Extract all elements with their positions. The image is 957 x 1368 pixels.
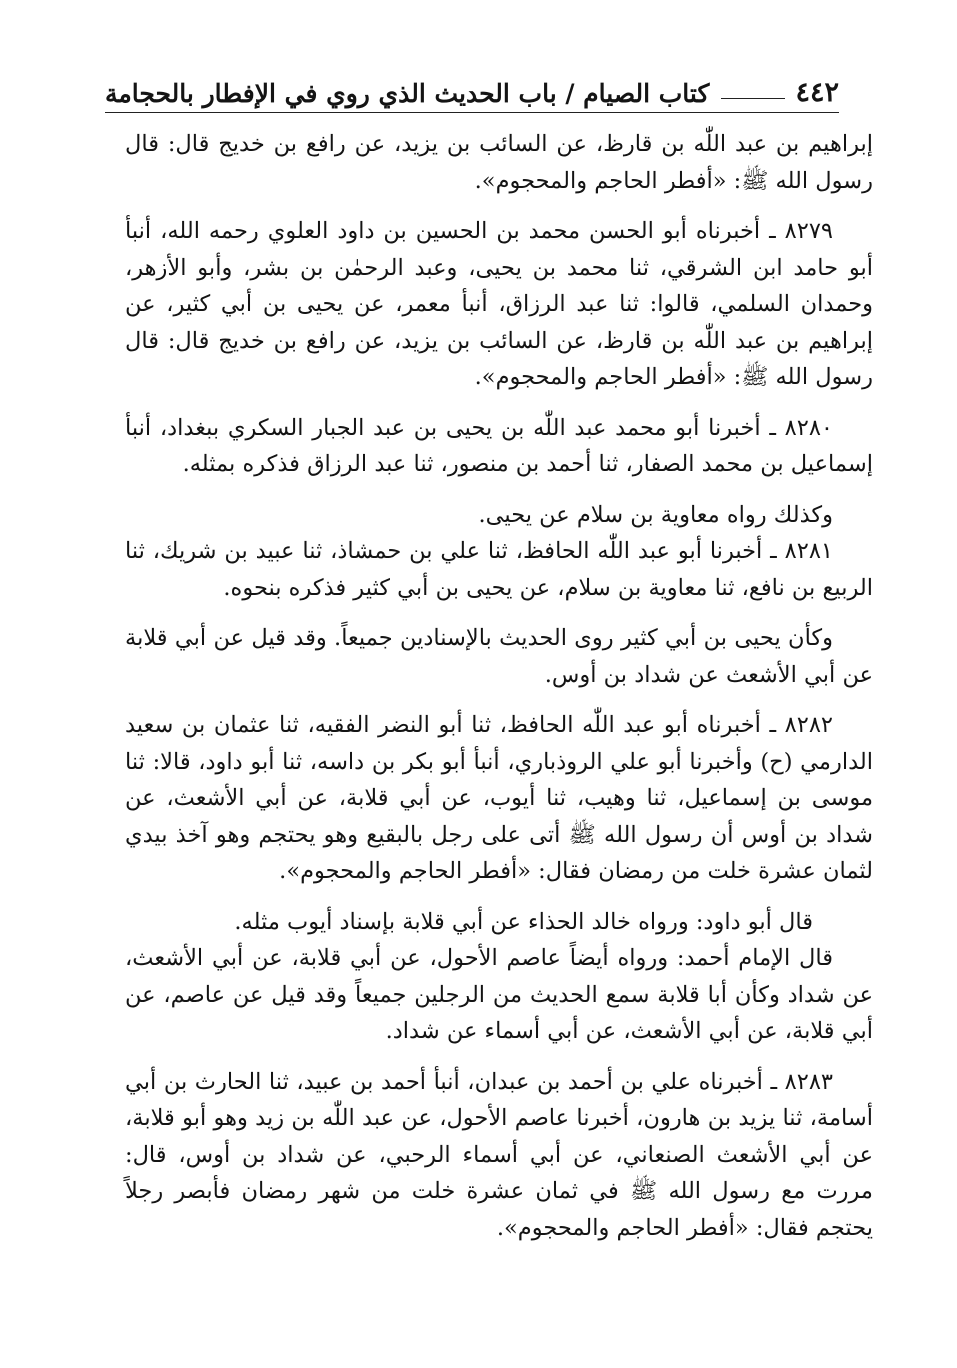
hadith-8279: ٨٢٧٩ ـ أخبرناه أبو الحسن محمد بن الحسين بن داود العلوي رحمه الله، أنبأ أبو حامد ابن الشرقي، ثنا محمد بن يحيى، وعبد الرحمٰن بن بشر، وأبو الأزهر، وحمدان السلمي، قالوا: ثنا عبد الرزاق، أنبأ معمر، عن يحيى بن أبي كثير، عن إبراهيم بن عبد اللّٰه بن قارظ، عن السائب بن يزيد، عن رافع بن خديج قال: قال رسول الله ﷺ: «أفطر الحاجم والمحجوم». [125,218,873,390]
running-title: كتاب الصيام / باب الحديث الذي روي في الإفطار بالحجامة [105,79,710,108]
paragraph: قال الإمام أحمد: ورواه أيضاً عاصم الأحول، عن أبي قلابة، عن أبي الأشعث، عن شداد وكأن أبا قلابة سمع الحديث من الرجلين جميعاً وقد قيل عن عاصم، عن أبي قلابة، عن أبي الأشعث، عن أبي أسماء عن شداد. [125,945,873,1044]
paragraph: إبراهيم بن عبد اللّٰه بن قارظ، عن السائب بن يزيد، عن رافع بن خديج قال: قال رسول الله ﷺ: «أفطر الحاجم والمحجوم». [125,131,873,194]
hadith-8283: ٨٢٨٣ ـ أخبرناه علي بن أحمد بن عبدان، أنبأ أحمد بن عبيد، ثنا الحارث بن أبي أسامة، ثنا يزيد بن هارون، أخبرنا عاصم الأحول، عن عبد اللّٰه بن زيد وهو أبو قلابة، عن أبي الأشعث الصنعاني، عن أبي أسماء الرحبي، عن شداد بن أوس، قال: مررت مع رسول الله ﷺ في ثمان عشرة خلت من شهر رمضان فأبصر رجلاً يحتجم فقال: «أفطر الحاجم والمحجوم». [125,1068,873,1241]
paragraph: قال أبو داود: ورواه خالد الحذاء عن أبي قلابة بإسناد أيوب مثله. [234,908,813,935]
header-rule [721,98,785,99]
paragraph: وكأن يحيى بن أبي كثير روى الحديث بالإسنادين جميعاً. وقد قيل عن أبي قلابة عن أبي الأشعث عن شداد بن أوس. [125,625,873,688]
body-text [125,126,873,1246]
hadith-8281: ٨٢٨١ ـ أخبرنا أبو عبد اللّٰه الحافظ، ثنا علي بن حمشاذ، ثنا عبيد بن شريك، ثنا الربيع بن نافع، ثنا معاوية بن سلام، عن يحيى بن أبي كثير فذكره بنحوه. [125,538,873,601]
page-number: ٤٤٢ [795,77,839,108]
paragraph: وكذلك رواه معاوية بن سلام عن يحيى. [478,501,833,528]
page-header [105,68,839,113]
hadith-8280: ٨٢٨٠ ـ أخبرنا أبو محمد عبد اللّٰه بن يحيى بن عبد الجبار السكري ببغداد، أنبأ إسماعيل بن محمد الصفار، ثنا أحمد بن منصور، ثنا عبد الرزاق فذكره بمثله. [125,414,873,477]
hadith-8282: ٨٢٨٢ ـ أخبرناه أبو عبد اللّٰه الحافظ، ثنا أبو النضر الفقيه، ثنا عثمان بن سعيد الدارمي (ح) وأخبرنا أبو علي الروذباري، أنبأ أبو بكر بن داسه، ثنا أبو داود، قالا: ثنا موسى بن إسماعيل، ثنا وهيب، ثنا أيوب، عن أبي قلابة، عن أبي الأشعث، عن شداد بن أوس أن رسول الله ﷺ أتى على رجل بالبقيع وهو يحتجم وهو آخذ بيدي لثمان عشرة خلت من رمضان فقال: «أفطر الحاجم والمحجوم». [125,712,873,884]
